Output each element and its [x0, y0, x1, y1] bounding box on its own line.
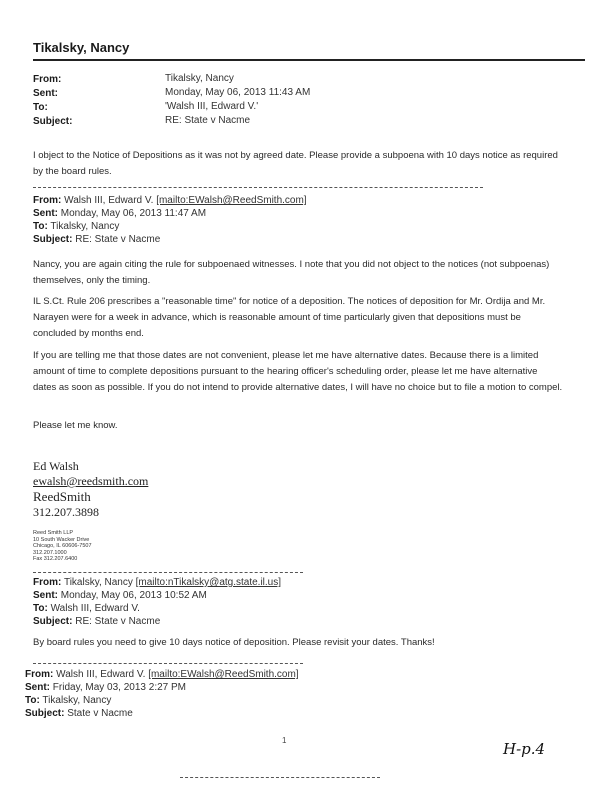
sent-value: Monday, May 06, 2013 11:43 AM	[165, 87, 311, 98]
separator-1	[33, 187, 483, 188]
sender-name: Tikalsky, Nancy	[33, 40, 130, 55]
message-1-body: I object to the Notice of Depositions as it was not by agreed date. Please provide a subpoena with 10 days notice as required by the board rules.	[33, 150, 558, 177]
signature-address-block	[33, 530, 92, 563]
message-4-sent-label: Sent:	[25, 682, 50, 693]
signature-small-line: Fax 312.207.6400	[33, 556, 78, 562]
signature-email-link[interactable]: ewalsh@reedsmith.com	[33, 474, 149, 488]
message-4-to	[25, 695, 111, 706]
message-2-to-value: Tikalsky, Nancy	[50, 221, 120, 232]
message-2-paragraph-2: IL S.Ct. Rule 206 prescribes a "reasonable time" for notice of a deposition. The notices of deposition for Mr. Ordija and Mr. Narayen were for a week in advance, which is reasonable amount of time particularly given that depositions must be concluded by months end.	[33, 296, 546, 339]
message-2-from-label: From:	[33, 195, 62, 206]
message-4-sent	[25, 682, 186, 693]
footer-line	[180, 777, 380, 778]
page-marker: 1	[282, 736, 287, 745]
handwritten-page-note: H-p.4	[503, 740, 546, 758]
message-3-from-name: Tikalsky, Nancy	[63, 577, 133, 588]
message-2-from-name: Walsh III, Edward V.	[64, 195, 154, 206]
message-3-body: By board rules you need to give 10 days notice of deposition. Please revisit your dates. Thanks!	[33, 637, 435, 648]
message-3-sent-value: Monday, May 06, 2013 10:52 AM	[60, 590, 207, 601]
signature-name: Ed Walsh	[33, 459, 79, 473]
message-4-to-value: Tikalsky, Nancy	[42, 695, 112, 706]
separator-3	[33, 663, 303, 664]
message-4-from-label: From:	[25, 669, 54, 680]
message-2-paragraph-1: Nancy, you are again citing the rule for subpoenaed witnesses. I note that you did not object to the notices (not subpoenas) themselves, only the timing.	[33, 259, 550, 286]
message-2-sent	[33, 208, 206, 219]
signature-firm: ReedSmith	[33, 489, 91, 504]
message-3-subject-value: RE: State v Nacme	[75, 616, 161, 627]
message-2-sent-value: Monday, May 06, 2013 11:47 AM	[60, 208, 207, 219]
message-2-paragraph-4: Please let me know.	[33, 420, 118, 431]
message-3-sent-label: Sent:	[33, 590, 58, 601]
signature-small-line: 10 South Wacker Drive	[33, 536, 90, 543]
message-3-to-label: To:	[33, 603, 48, 614]
from-value: Tikalsky, Nancy	[165, 73, 234, 84]
message-2-subject	[33, 234, 160, 245]
message-2-to	[33, 221, 119, 232]
to-label: To:	[33, 102, 48, 113]
signature-small-line: Chicago, IL 60606-7507	[33, 543, 92, 549]
message-3-sent	[33, 590, 207, 601]
message-3-subject	[33, 616, 160, 627]
message-3-to-value: Walsh III, Edward V.	[50, 603, 140, 614]
message-4-to-label: To:	[25, 695, 40, 706]
message-4-email-link[interactable]: [mailto:EWalsh@ReedSmith.com]	[148, 669, 299, 680]
message-4-subject	[25, 708, 133, 719]
header-rule	[33, 59, 585, 61]
sent-label: Sent:	[33, 88, 58, 99]
message-3-email-link[interactable]: [mailto:nTikalsky@atg.state.il.us]	[135, 577, 282, 588]
message-3-from-label: From:	[33, 577, 62, 588]
message-3-from	[33, 577, 281, 588]
message-3-to	[33, 603, 140, 614]
message-4-subject-value: State v Nacme	[67, 708, 133, 719]
signature-small-line: 312.207.1000	[33, 549, 67, 556]
message-3-subject-label: Subject:	[33, 616, 73, 627]
message-2-paragraph-3: If you are telling me that those dates are not convenient, please let me have alternative dates. Because there is a limited amount of time to complete depositions pursuant to the hearing officer's scheduling order, please let me have alternative dates as soon as possible. If you do not intend to provide alternative dates, I will have no choice but to file a motion to compel.	[33, 350, 563, 393]
separator-2	[33, 572, 303, 573]
message-2-to-label: To:	[33, 221, 48, 232]
message-4-from-name: Walsh III, Edward V.	[56, 669, 146, 680]
subject-value: RE: State v Nacme	[165, 115, 251, 126]
message-4-sent-value: Friday, May 03, 2013 2:27 PM	[52, 682, 186, 693]
to-value: 'Walsh III, Edward V.'	[165, 101, 259, 112]
signature-small-line: Reed Smith LLP	[33, 530, 74, 536]
message-2-email-link[interactable]: [mailto:EWalsh@ReedSmith.com]	[156, 195, 307, 206]
signature-phone: 312.207.3898	[33, 505, 99, 519]
subject-label: Subject:	[33, 116, 73, 127]
message-4-subject-label: Subject:	[25, 708, 65, 719]
message-2-subject-label: Subject:	[33, 234, 73, 245]
message-2-sent-label: Sent:	[33, 208, 58, 219]
message-2-subject-value: RE: State v Nacme	[75, 234, 161, 245]
message-2-from	[33, 195, 307, 206]
message-4-from	[25, 669, 299, 680]
from-label: From:	[33, 74, 62, 85]
